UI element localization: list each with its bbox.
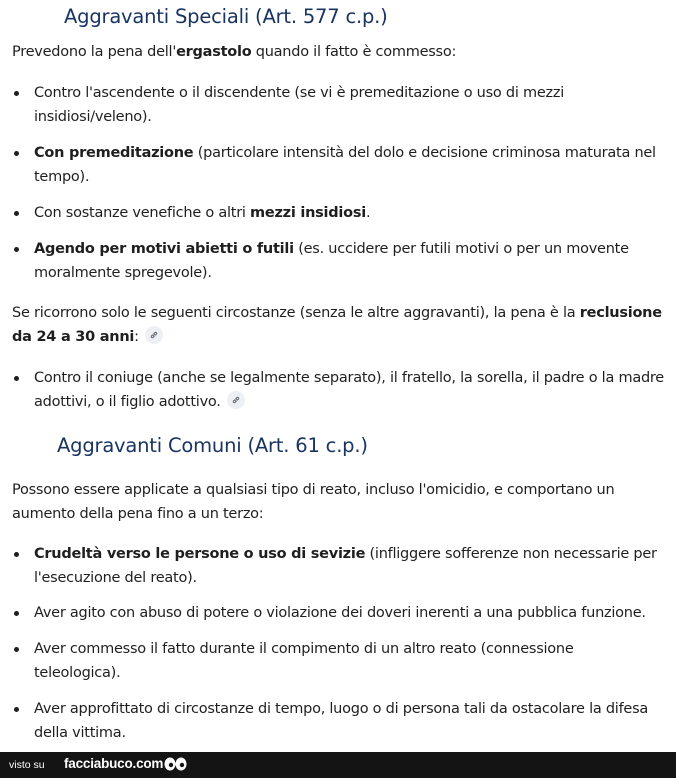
heading-aggravanti-speciali: Aggravanti Speciali (Art. 577 c.p.) <box>64 5 388 28</box>
source-link-button[interactable] <box>145 326 163 344</box>
list-item: Con sostanze venefiche o altri mezzi insidiosi. <box>12 201 664 225</box>
visto-su-label: visto su <box>9 759 45 771</box>
bullet <box>14 91 19 96</box>
bullet <box>14 151 19 156</box>
list-item: Aver approfittato di circostanze di tempo, luogo o di persona tali da ostacolare la difesa della vittima. <box>12 697 664 745</box>
list-item: Agendo per motivi abietti o futili (es. uccidere per futili motivi o per un movente moralmente spregevole). <box>12 237 664 285</box>
bullet <box>14 247 19 252</box>
bullet <box>14 647 19 652</box>
bullet <box>14 611 19 616</box>
eyes-icon <box>163 755 189 775</box>
bullet <box>14 552 19 557</box>
intro-paragraph-common: Possono essere applicate a qualsiasi tipo di reato, incluso l'omicidio, e comportano un aumento della pena fino a un terzo: <box>12 482 615 522</box>
list-item: Contro il coniuge (anche se legalmente separato), il fratello, la sorella, il padre o la madre adottivi, o il figlio adottivo. <box>12 366 664 414</box>
heading-aggravanti-comuni: Aggravanti Comuni (Art. 61 c.p.) <box>57 434 368 457</box>
link-icon <box>231 395 241 405</box>
list-item: Crudeltà verso le persone o uso di sevizie (infliggere sofferenze non necessarie per l'esecuzione del reato). <box>12 542 664 590</box>
link-icon <box>149 330 159 340</box>
bullet <box>14 211 19 216</box>
list-item: Aver commesso il fatto durante il compimento di un altro reato (connessione teleologica). <box>12 637 664 685</box>
bullet <box>14 707 19 712</box>
list-item: Aver agito con abuso di potere o violazione dei doveri inerenti a una pubblica funzione. <box>12 601 664 625</box>
source-link-button[interactable] <box>227 391 245 409</box>
brand-link[interactable]: facciabuco.com <box>64 756 164 771</box>
list-item: Con premeditazione (particolare intensità del dolo e decisione criminosa maturata nel tempo). <box>12 141 664 189</box>
bullet <box>14 376 19 381</box>
watermark-footer <box>0 752 676 778</box>
list-item: Contro l'ascendente o il discendente (se vi è premeditazione o uso di mezzi insidiosi/veleno). <box>12 81 664 129</box>
reclusion-paragraph: Se ricorrono solo le seguenti circostanze (senza le altre aggravanti), la pena è la reclusione da 24 a 30 anni: <box>12 305 662 345</box>
intro-paragraph-special: Prevedono la pena dell'ergastolo quando il fatto è commesso: <box>12 44 457 60</box>
